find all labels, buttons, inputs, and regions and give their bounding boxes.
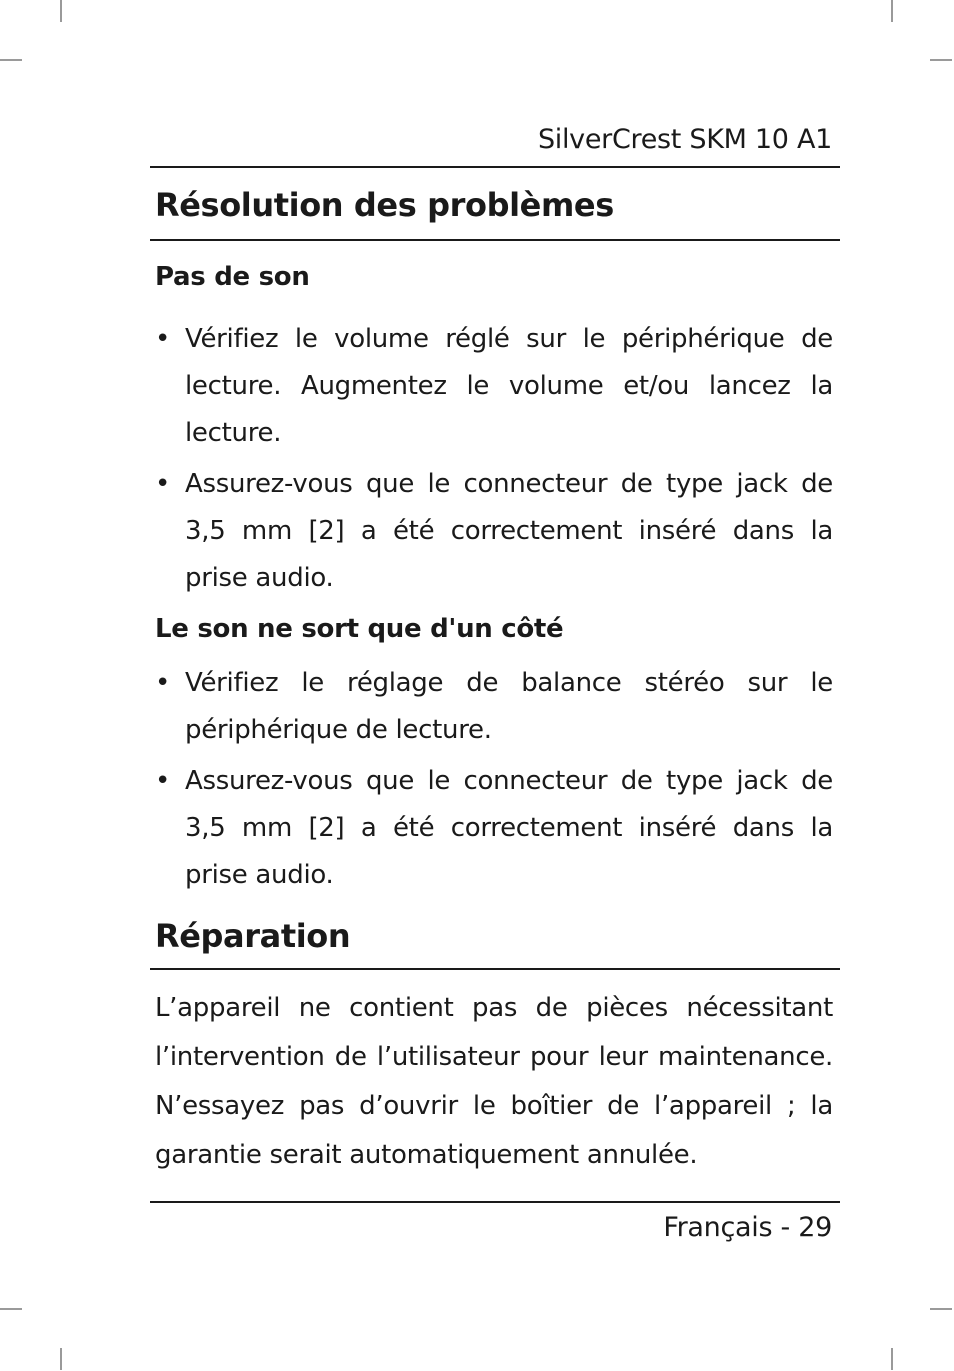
list-item [155, 660, 833, 754]
bullet-marker: • [155, 469, 171, 499]
page-number: Français - 29 [663, 1212, 832, 1243]
crop-mark-top-right [891, 0, 893, 22]
repair-paragraph: L’appareil ne contient pas de pièces nécessitant l’intervention de l’utilisateur pour leur maintenance. N’essayez pas d’ouvrir le boîtier de l’appareil ; la garantie serait automatiquement annulée. [155, 993, 833, 1170]
sub-heading-no-sound: Pas de son [155, 262, 310, 292]
crop-mark-top-left [60, 0, 62, 22]
list-item [155, 316, 833, 457]
list-item [155, 461, 833, 602]
section-rule-repair [150, 968, 840, 970]
crop-mark-bottom-right [891, 1348, 893, 1370]
crop-mark-top-left-h [0, 59, 22, 61]
list-item [155, 758, 833, 899]
list-item-text: Assurez-vous que le connecteur de type jack de 3,5 mm [2] a été correctement inséré dans la prise audio. [185, 469, 833, 593]
bullet-marker: • [155, 668, 171, 698]
crop-mark-bottom-left-h [0, 1308, 22, 1310]
section-heading-troubleshooting: Résolution des problèmes [155, 186, 614, 224]
crop-mark-top-right-h [930, 59, 952, 61]
bullet-list-one-side [155, 660, 833, 899]
bullet-marker: • [155, 766, 171, 796]
sub-heading-one-side: Le son ne sort que d'un côté [155, 614, 564, 644]
crop-mark-bottom-left [60, 1348, 62, 1370]
list-item-text: Vérifiez le volume réglé sur le périphérique de lecture. Augmentez le volume et/ou lancez la lecture. [185, 324, 833, 448]
list-item-text: Vérifiez le réglage de balance stéréo sur le périphérique de lecture. [185, 668, 833, 745]
footer-rule [150, 1201, 840, 1203]
list-item-text: Assurez-vous que le connecteur de type jack de 3,5 mm [2] a été correctement inséré dans la prise audio. [185, 766, 833, 890]
bullet-marker: • [155, 324, 171, 354]
header-title: SilverCrest SKM 10 A1 [537, 124, 832, 155]
crop-mark-bottom-right-h [930, 1308, 952, 1310]
bullet-list-no-sound [155, 316, 833, 602]
header-rule [150, 166, 840, 168]
section-rule-troubleshooting [150, 239, 840, 241]
section-heading-repair: Réparation [155, 917, 351, 955]
